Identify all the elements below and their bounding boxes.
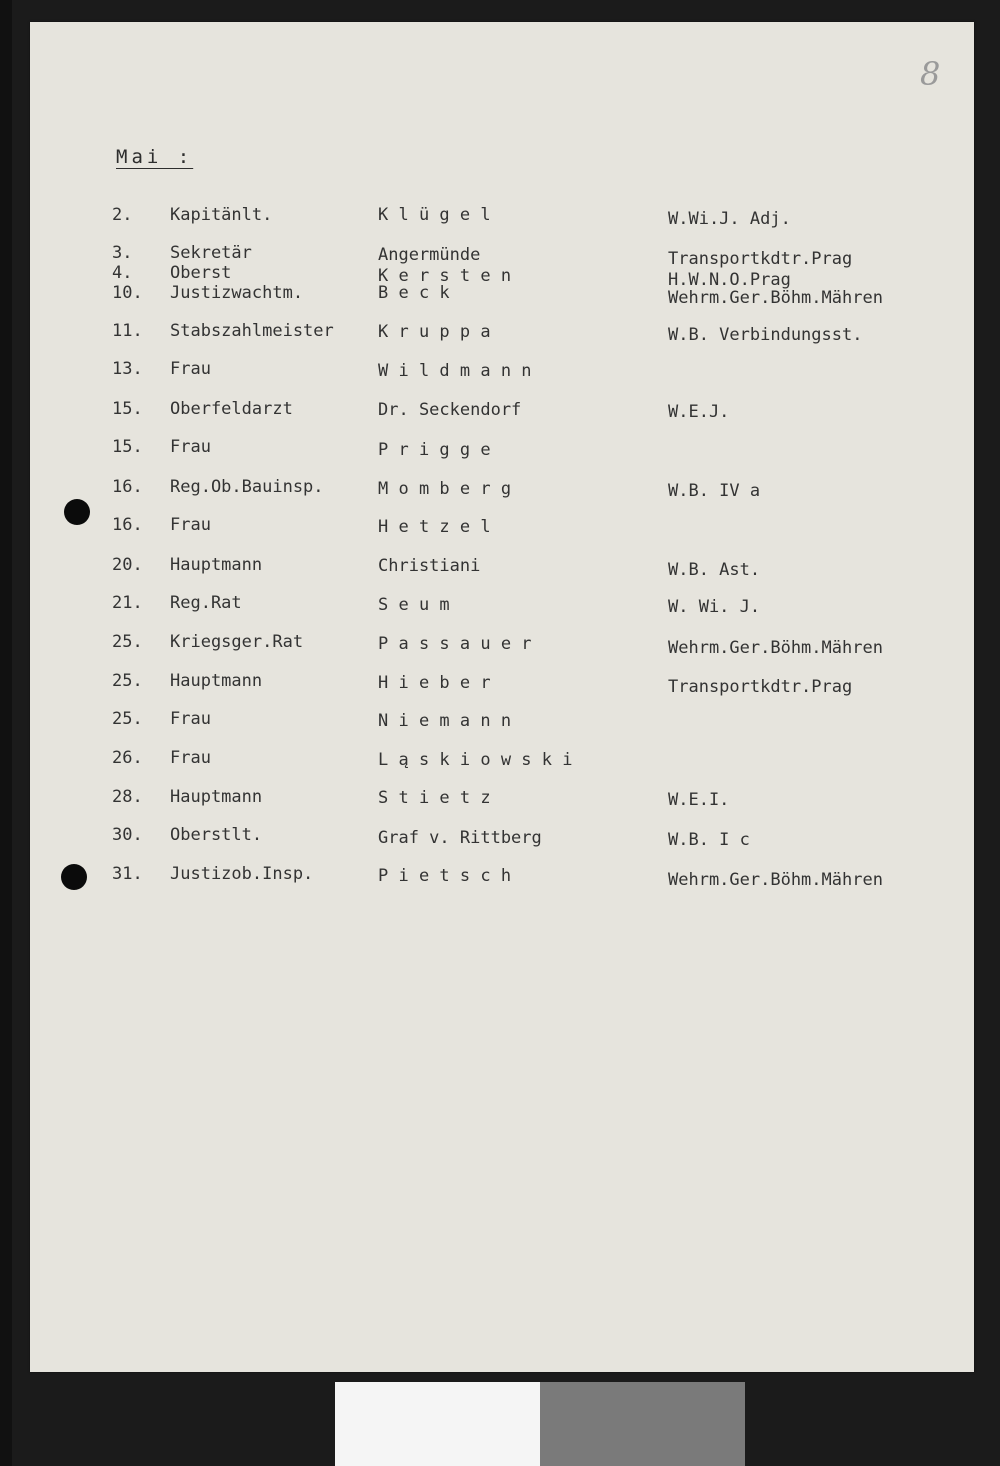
entry-rank: Frau (170, 515, 211, 535)
entry-unit: W.B. Verbindungsst. (668, 325, 863, 345)
punch-hole (61, 864, 87, 890)
entry-unit: W. Wi. J. (668, 597, 761, 617)
entry-day: 20. (112, 555, 143, 575)
entry-name: S e u m (378, 595, 450, 615)
entry-rank: Oberfeldarzt (170, 399, 293, 419)
entry-name: L ą s k i o w s k i (378, 750, 573, 770)
entry-rank: Hauptmann (170, 787, 263, 807)
entry-day: 25. (112, 709, 143, 729)
entry-name: K e r s t e n (378, 266, 512, 286)
entry-unit: W.Wi.J. Adj. (668, 209, 791, 229)
entry-day: 16. (112, 477, 143, 497)
entry-name: P r i g g e (378, 440, 491, 460)
entry-day: 3. (112, 243, 133, 263)
entry-name: Angermünde (378, 245, 481, 265)
entry-day: 10. (112, 283, 143, 303)
entry-unit: Wehrm.Ger.Böhm.Mähren (668, 638, 883, 658)
scan-edge (0, 0, 12, 1466)
entry-unit: W.B. IV a (668, 481, 761, 501)
entry-unit: Wehrm.Ger.Böhm.Mähren (668, 288, 883, 308)
entry-unit: W.B. I c (668, 830, 750, 850)
entry-name: Graf v. Rittberg (378, 828, 542, 848)
entry-day: 11. (112, 321, 143, 341)
entry-name: P i e t s c h (378, 866, 512, 886)
entry-rank: Reg.Rat (170, 593, 242, 613)
entry-rank: Hauptmann (170, 555, 263, 575)
entry-rank: Kriegsger.Rat (170, 632, 304, 652)
entry-unit: W.B. Ast. (668, 560, 761, 580)
scan-white-swatch (335, 1382, 540, 1466)
entry-day: 4. (112, 263, 133, 283)
entry-name: Dr. Seckendorf (378, 400, 522, 420)
entry-unit: W.E.I. (668, 790, 730, 810)
entry-rank: Frau (170, 709, 211, 729)
entry-unit: Transportkdtr.Prag (668, 677, 853, 697)
scan-gray-swatch (540, 1382, 745, 1466)
punch-hole (64, 499, 90, 525)
entry-name: M o m b e r g (378, 479, 512, 499)
entry-day: 15. (112, 399, 143, 419)
entry-unit: H.W.N.O.Prag (668, 270, 791, 290)
entry-name: H e t z e l (378, 517, 491, 537)
entry-name: H i e b e r (378, 673, 491, 693)
entry-rank: Oberst (170, 263, 232, 283)
entry-name: P a s s a u e r (378, 634, 532, 654)
entry-name: N i e m a n n (378, 711, 512, 731)
entry-day: 2. (112, 205, 133, 225)
month-heading: Mai : (116, 146, 194, 168)
entry-rank: Frau (170, 748, 211, 768)
entry-unit: Wehrm.Ger.Böhm.Mähren (668, 870, 883, 890)
entry-rank: Sekretär (170, 243, 252, 263)
entry-day: 31. (112, 864, 143, 884)
entry-rank: Kapitänlt. (170, 205, 273, 225)
entry-rank: Frau (170, 359, 211, 379)
entry-day: 28. (112, 787, 143, 807)
entry-name: B e c k (378, 283, 450, 303)
entry-rank: Hauptmann (170, 671, 263, 691)
entry-rank: Frau (170, 437, 211, 457)
entry-name: K r u p p a (378, 322, 491, 342)
entry-unit: W.E.J. (668, 402, 730, 422)
entry-day: 25. (112, 632, 143, 652)
entry-name: W i l d m a n n (378, 361, 532, 381)
entry-name: K l ü g e l (378, 205, 491, 225)
page-number: 8 (920, 55, 941, 93)
entry-name: S t i e t z (378, 788, 491, 808)
entry-day: 21. (112, 593, 143, 613)
entry-name: Christiani (378, 556, 481, 576)
entry-day: 25. (112, 671, 143, 691)
entry-rank: Oberstlt. (170, 825, 263, 845)
entry-day: 26. (112, 748, 143, 768)
entry-day: 30. (112, 825, 143, 845)
entry-rank: Justizob.Insp. (170, 864, 314, 884)
entry-rank: Justizwachtm. (170, 283, 304, 303)
entry-day: 16. (112, 515, 143, 535)
entry-unit: Transportkdtr.Prag (668, 249, 853, 269)
entry-rank: Reg.Ob.Bauinsp. (170, 477, 324, 497)
entry-rank: Stabszahlmeister (170, 321, 334, 341)
entry-day: 13. (112, 359, 143, 379)
entry-day: 15. (112, 437, 143, 457)
